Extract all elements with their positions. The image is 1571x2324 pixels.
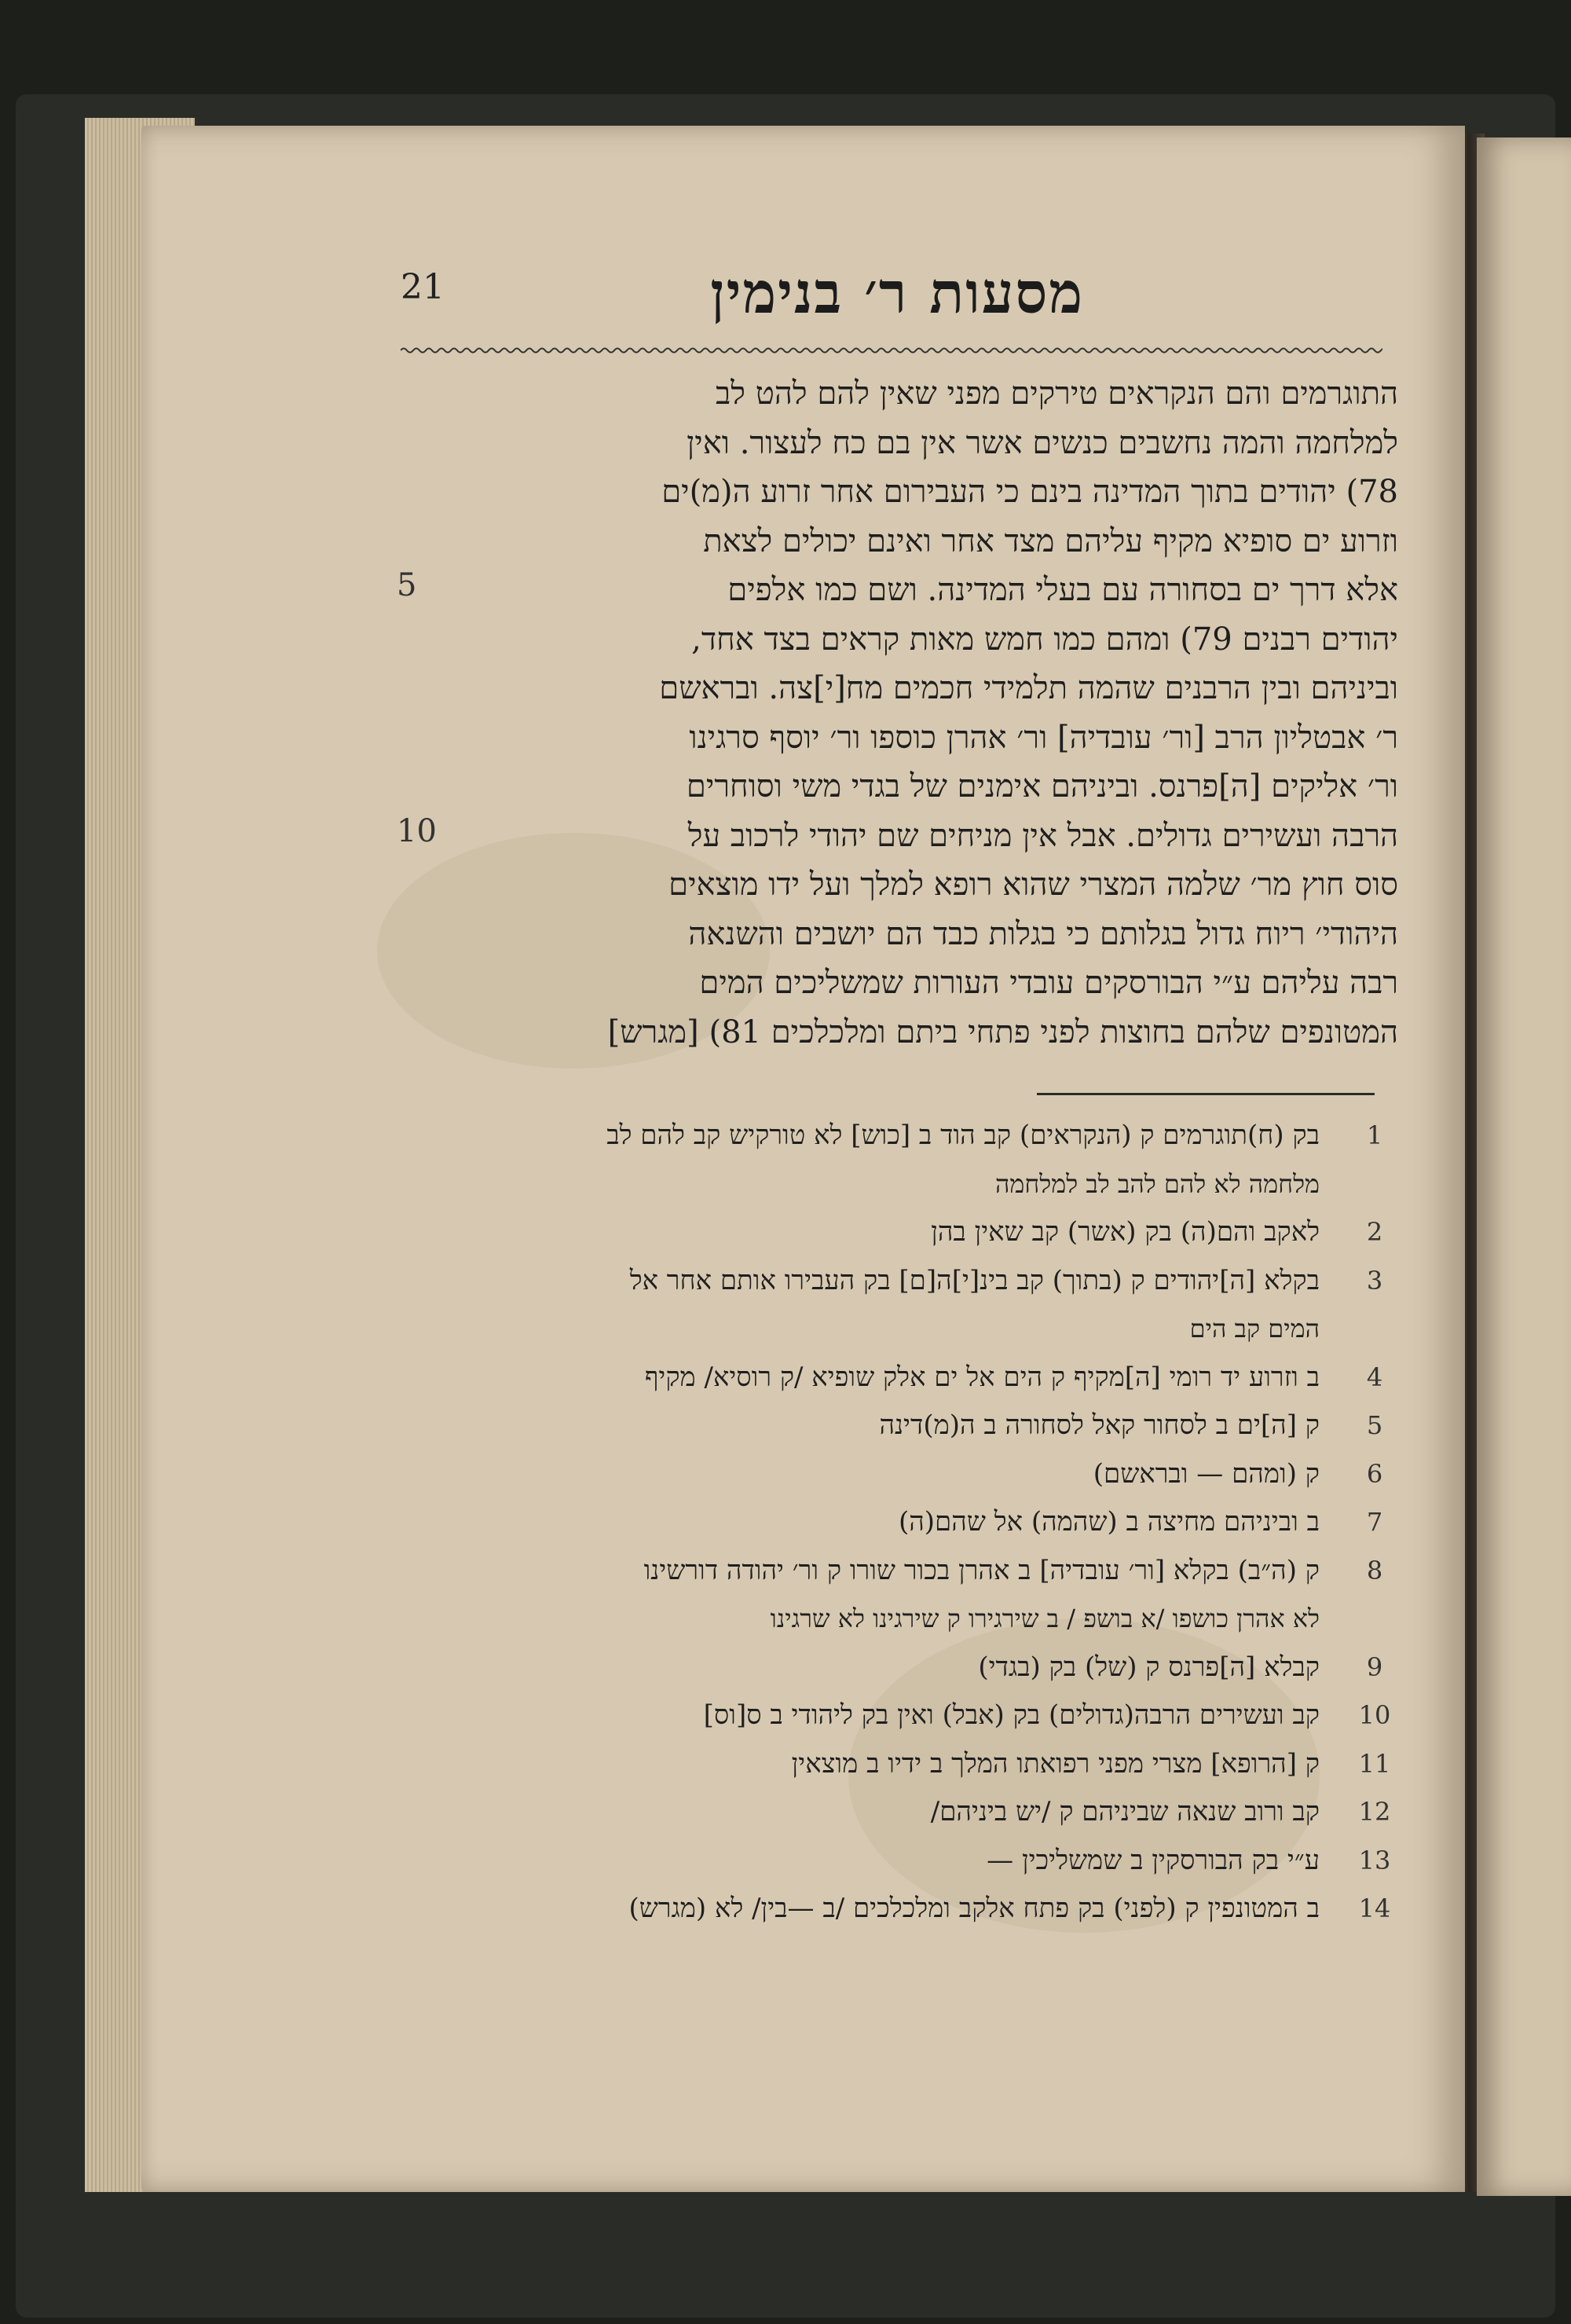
text-line: למלחמה והמה נחשבים כנשים אשר אין בם כח לעצור. ואין [687, 424, 1398, 461]
text-line: המטונפים שלהם בחוצות לפני פתחי ביתם ומלכלכים 81) [מגרש] [607, 1014, 1398, 1050]
apparatus-line [385, 1788, 1390, 1837]
text-line: וביניהם ובין הרבנים שהמה תלמידי חכמים מח[י]צה. ובראשם [659, 670, 1398, 706]
apparatus-text: המים קב הים [1189, 1314, 1320, 1343]
critical-apparatus [385, 1112, 1390, 1934]
apparatus-text: קבלא [ה]פרנס ק (של) בק (בגדי) [978, 1651, 1320, 1683]
apparatus-line [385, 1208, 1390, 1257]
apparatus-line [385, 1644, 1390, 1692]
apparatus-line-number: 11 [1358, 1748, 1391, 1779]
apparatus-text: קב ורוב שנאה שביניהם ק /יש ביניהם/ [930, 1796, 1320, 1827]
text-line: ר׳ אבטליון הרב [ור׳ עובדיה] ור׳ אהרן כוספו ור׳ יוסף סרגינו [689, 719, 1398, 756]
text-line: 78) יהודים בתוך המדינה בינם כי העבירום אחר זרוע ה(מ)ים [661, 474, 1398, 510]
apparatus-line-number: 6 [1366, 1458, 1383, 1489]
apparatus-line [385, 1547, 1390, 1596]
apparatus-text: ב המטונפין ק (לפני) בק פתח אלקב ומלכלכים /ב —בין/ לא (מגרש) [628, 1893, 1320, 1924]
apparatus-line-number: 4 [1366, 1362, 1383, 1392]
text-line: היהודי׳ ריוח גדול בגלותם כי בגלות כבד הם יושבים והשנאה [688, 915, 1398, 952]
apparatus-line-number: 3 [1366, 1265, 1383, 1296]
apparatus-text: ב וזרוע יד רומי [ה]מקיף ק הים אל ים אלק שופיא /ק רוסיא/ מקיף [644, 1361, 1320, 1393]
text-line: יהודים רבנים 79) ומהם כמו חמש מאות קראים בצד אחד, [691, 621, 1398, 658]
apparatus-line-number: 13 [1358, 1845, 1391, 1875]
apparatus-text: לא אהרן כושפו /א בושפ / ב שירגירו ק שירגינו לא שרגינו [770, 1604, 1320, 1633]
text-line: ור׳ אליקים [ה]פרנס. וביניהם אימנים של בגדי משי וסוחרים [686, 768, 1398, 805]
apparatus-text: ק [ה]ים ב לסחור קאל לסחורה ב ה(מ)דינה [879, 1409, 1320, 1441]
page-number: 21 [401, 267, 445, 307]
apparatus-line-number: 8 [1366, 1555, 1383, 1585]
line-number-marker: 5 [397, 567, 417, 603]
apparatus-line [385, 1885, 1390, 1934]
running-title: מסעות ר׳ בנימין [710, 259, 1084, 326]
apparatus-line [385, 1740, 1390, 1789]
apparatus-line-number: 9 [1366, 1651, 1383, 1682]
apparatus-line [385, 1450, 1390, 1499]
apparatus-line [385, 1692, 1390, 1740]
apparatus-line [385, 1354, 1390, 1402]
text-line: התוגרמים והם הנקראים טירקים מפני שאין להם להט לב [716, 376, 1398, 412]
apparatus-line-number: 7 [1366, 1507, 1383, 1537]
text-line: אלא דרך ים בסחורה עם בעלי המדינה. ושם כמו אלפים [727, 572, 1398, 608]
apparatus-line-number: 2 [1366, 1217, 1383, 1247]
facing-page [1477, 137, 1571, 2196]
text-line: הרבה ועשירים גדולים. אבל אין מניחים שם יהודי לרכוב על [687, 817, 1398, 854]
apparatus-line [385, 1305, 1390, 1354]
apparatus-text: ע״י בק הבורסקין ב שמשליכין — [987, 1844, 1320, 1876]
text-line: רבה עליהם ע״י הבורסקים עובדי העורות שמשליכים המים [699, 965, 1398, 1001]
apparatus-text: בקלא [ה]יהודים ק (בתוך) קב בינ[י]ה[ם] בק העבירו אותם אחר אל [629, 1264, 1320, 1296]
main-text [463, 369, 1398, 1057]
apparatus-line-number: 10 [1358, 1700, 1391, 1730]
apparatus-text: לאקב והם(ה) בק (אשר) קב שאין בהן [931, 1216, 1320, 1248]
apparatus-line-number: 5 [1366, 1410, 1383, 1440]
apparatus-text: קב ועשירים הרבה(גדולים) בק (אבל) ואין בק ליהודי ב ס[וס] [703, 1699, 1320, 1731]
apparatus-line [385, 1112, 1390, 1160]
footnote-rule [1037, 1093, 1375, 1095]
apparatus-line-number: 1 [1366, 1120, 1383, 1150]
apparatus-text: בק (ח)תוגרמים ק (הנקראים) קב הוד ב [כוש] לא טורקיש קב להם לב [606, 1120, 1320, 1151]
apparatus-line [385, 1837, 1390, 1886]
header-wavy-rule [401, 346, 1382, 355]
line-number-marker: 10 [397, 813, 437, 849]
page-header [377, 259, 1367, 346]
apparatus-line-number: 12 [1358, 1797, 1391, 1827]
apparatus-text: ק (ה״ב) בקלא [ור׳ עובדיה] ב אהרן בכור שורו ק ור׳ יהודה דורשינו [643, 1554, 1320, 1586]
apparatus-line-number: 14 [1358, 1893, 1391, 1923]
text-line: וזרוע ים סופיא מקיף עליהם מצד אחר ואינם יכולים לצאת [703, 522, 1398, 559]
apparatus-line [385, 1257, 1390, 1306]
apparatus-line [385, 1498, 1390, 1547]
apparatus-text: ב וביניהם מחיצה ב (שהמה) אל שהם(ה) [898, 1506, 1320, 1538]
apparatus-text: ק [הרופא] מצרי מפני רפואתו המלך ב ידיו ב מוצאין [791, 1747, 1320, 1780]
apparatus-line [385, 1160, 1390, 1209]
text-line: סוס חוץ מר׳ שלמה המצרי שהוא רופא למלך ועל ידו מוצאים [668, 867, 1398, 903]
apparatus-text: מלחמה לא להם להב לב למלחמה [994, 1168, 1320, 1199]
apparatus-line [385, 1595, 1390, 1644]
apparatus-text: ק (ומהם — ובראשם) [1093, 1457, 1320, 1490]
apparatus-line [385, 1402, 1390, 1450]
